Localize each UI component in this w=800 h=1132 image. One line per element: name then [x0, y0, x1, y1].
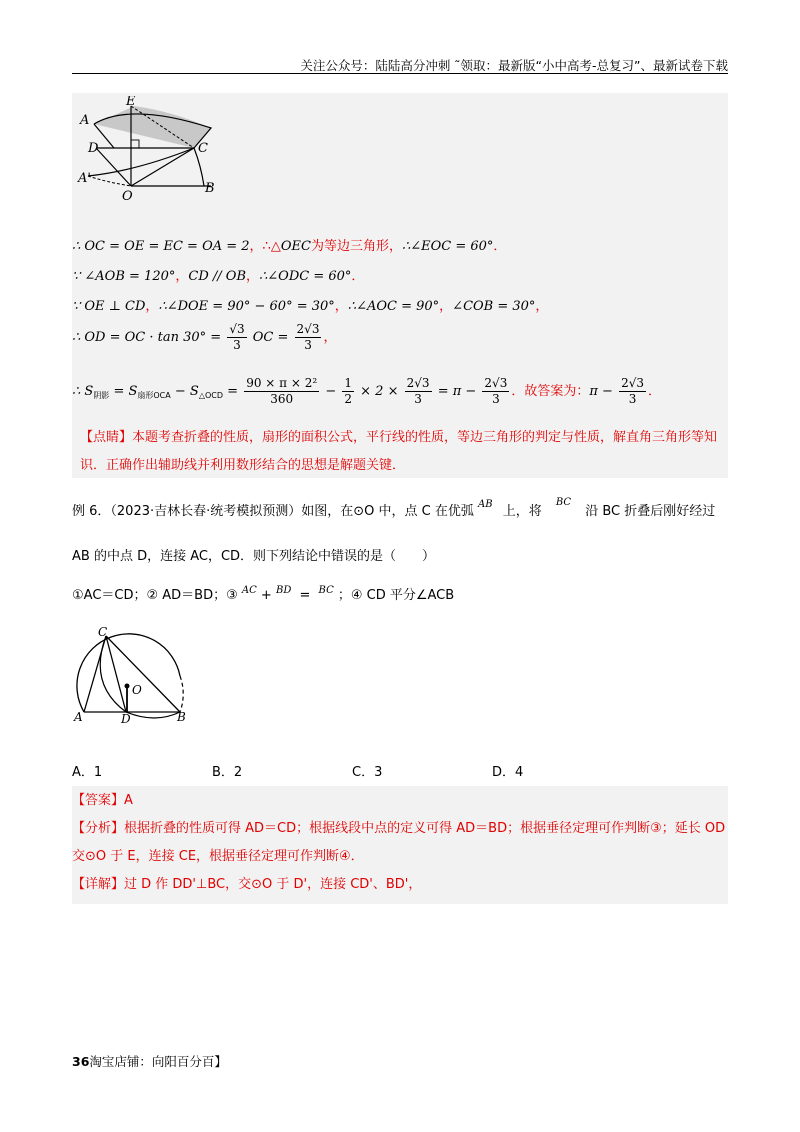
label-e: E	[126, 96, 136, 109]
label-d: D	[88, 141, 99, 156]
footer	[72, 1052, 227, 1070]
arc-ab: AB	[478, 499, 493, 510]
page-header: 关注公众号：陆陆高分冲刺 ˜领取：最新版“小中高考-总复习”、最新试卷下载	[300, 58, 728, 73]
solution-line-3: ∵ OE ⊥ CD，∴∠DOE = 90° − 60° = 30°，∴∠AOC = 90°，∠COB = 30°，	[72, 299, 549, 314]
answer-line: 【答案】A	[72, 793, 133, 808]
label-b: B	[205, 181, 215, 196]
label-a: A	[74, 710, 83, 724]
label-o: O	[132, 683, 142, 697]
solution-line-2: ∵ ∠AOB = 120°，CD // OB，∴∠ODC = 60°．	[72, 269, 365, 284]
fraction: $\frac{2√3}{3}$	[484, 376, 508, 406]
option-c[interactable]: C．3	[352, 765, 383, 780]
fraction: $\frac{√3}{3}$	[229, 322, 245, 352]
example-line-1: 例 6．（2023·吉林长春·统考模拟预测）如图，在⊙O 中，点 C 在优弧 $^{AB}$ 上，将 $^{BC}$ 沿 BC 折叠后刚好经过	[72, 497, 716, 519]
fraction: $\frac{2√3}{3}$	[621, 376, 644, 406]
page-number: 36	[72, 1054, 90, 1069]
tip-paragraph: 【点睛】本题考查折叠的性质，扇形的面积公式，平行线的性质，等边三角形的判定与性质，解直角三角形等知识．正确作出辅助线并利用数形结合的思想是解题关键．	[80, 430, 718, 473]
label-b: B	[177, 710, 186, 724]
analysis-paragraph: 【分析】根据折叠的性质可得 AD＝CD；根据线段中点的定义可得 AD＝BD；根据垂径定理可作判断③；延长 OD 交⊙O 于 E，连接 CE，根据垂径定理可作判断④．	[72, 821, 726, 864]
fraction: $\frac{\text{90 × π × 2²}}{360}$	[246, 376, 318, 406]
arc-ac: AC	[241, 585, 257, 596]
example-line-3: ①AC＝CD；② AD＝BD；③ $^{AC}$ + $^{BD}$ = $^{BC}$ ；④ CD 平分∠ACB	[72, 585, 455, 603]
label-d: D	[121, 712, 131, 726]
arc-bc: BC	[555, 497, 572, 508]
fraction: $\frac{1}{2}$	[344, 376, 353, 406]
option-b[interactable]: B．2	[212, 765, 243, 780]
header-rule	[72, 73, 728, 74]
arc-bc: BC	[318, 585, 334, 596]
footer-text: 淘宝店铺：向阳百分百】	[89, 1054, 227, 1069]
label-o: O	[122, 189, 133, 204]
solution-line-5: ∴ $S_{阴影} = S_{扇形OCA} - S_{\triangle OCD}$ = $\frac{\text{90 × π × 2²}}{360}$ − $\frac{1}{2}$ × 2 × $\frac{2√3}{3}$ = π − $\frac{2√3}{3}$ ．故答案为：π − $\frac{2√3}{3}$ ．	[72, 376, 662, 406]
label-a-prime: A'	[78, 171, 91, 186]
figure-circle-fold	[70, 624, 200, 729]
fraction: $\frac{2√3}{3}$	[296, 322, 320, 352]
label-c: C	[98, 625, 108, 639]
arc-bd: BD	[275, 585, 292, 596]
example-line-2: AB 的中点 D，连接 AC，CD．则下列结论中错误的是（ ）	[72, 549, 436, 564]
figure-folded-sector	[76, 96, 226, 204]
label-a: A	[80, 113, 90, 128]
option-d[interactable]: D．4	[492, 765, 524, 780]
solution-line-1: ∴ OC = OE = EC = OA = 2，∴△OEC为等边三角形，∴∠EOC = 60°．	[72, 239, 507, 254]
fraction: $\frac{2√3}{3}$	[406, 376, 430, 406]
detail-line: 【详解】过 D 作 DD'⊥BC，交⊙O 于 D'，连接 CD'、BD'，	[72, 877, 422, 892]
label-c: C	[198, 141, 208, 156]
option-a[interactable]: A．1	[72, 765, 103, 780]
solution-line-4: ∴ OD = OC · tan 30° = $\frac{√3}{3}$ OC = $\frac{2√3}{3}$ ，	[72, 322, 337, 352]
